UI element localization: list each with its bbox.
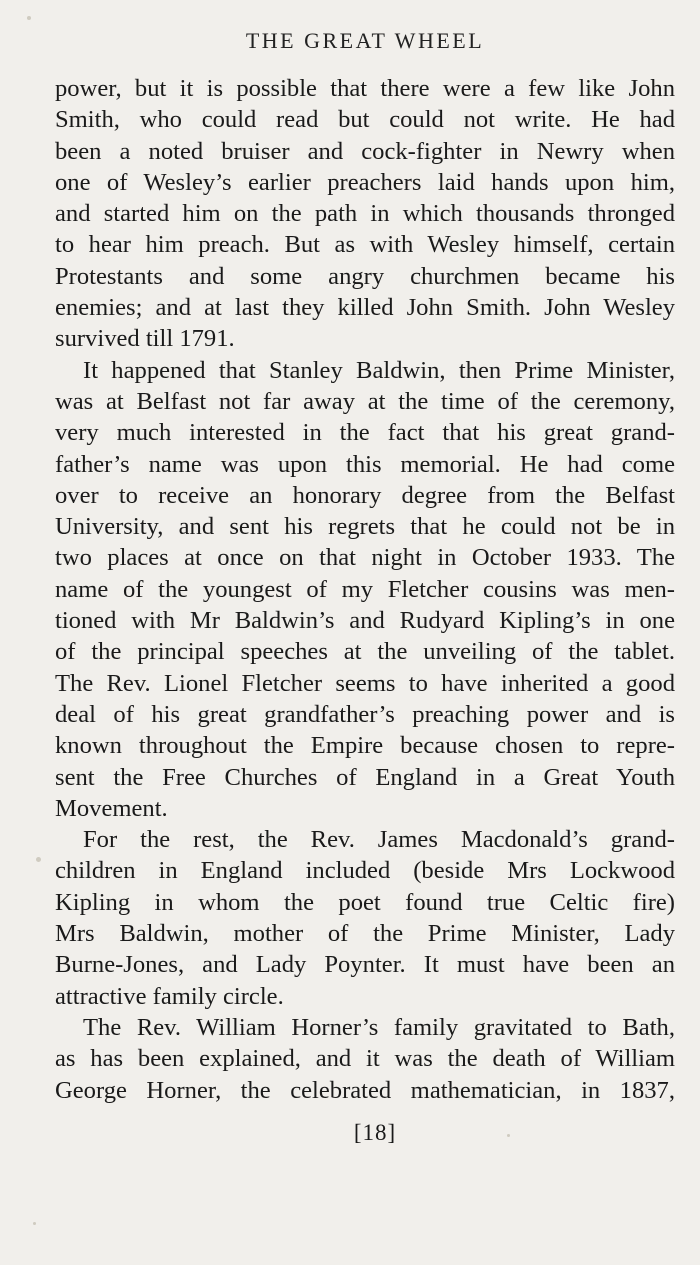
running-head: THE GREAT WHEEL	[245, 28, 485, 53]
text-line: one of Wesley’s earlier preachers laid hands upon him,	[55, 168, 675, 196]
text-line: to hear him preach. But as with Wesley himself, certain	[55, 231, 675, 259]
paragraph-start: For the rest, the Rev. James Macdonald’s grand-	[83, 826, 675, 854]
text-line: and started him on the path in which thousands thronged	[55, 200, 675, 228]
text-line: father’s name was upon this memorial. He had come	[55, 450, 675, 478]
text-line: George Horner, the celebrated mathematician, in 1837,	[55, 1076, 675, 1104]
text-line: survived till 1791.	[55, 325, 235, 353]
text-line: was at Belfast not far away at the time of the ceremony,	[55, 387, 675, 415]
text-line: been a noted bruiser and cock-fighter in Newry when	[55, 137, 675, 165]
text-line: very much interested in the fact that his great grand-	[55, 419, 675, 447]
text-line: Movement.	[55, 794, 168, 822]
text-line: Kipling in whom the poet found true Celtic fire)	[55, 888, 675, 916]
paper-speck	[36, 857, 41, 862]
text-line: name of the youngest of my Fletcher cousins was men-	[55, 575, 675, 603]
text-line: Burne-Jones, and Lady Poynter. It must have been an	[55, 951, 675, 979]
text-line: The Rev. Lionel Fletcher seems to have inherited a good	[55, 669, 675, 697]
paragraph-start: It happened that Stanley Baldwin, then Prime Minister,	[83, 356, 675, 384]
text-line: two places at once on that night in October 1933. The	[55, 544, 675, 572]
text-line: University, and sent his regrets that he could not be in	[55, 513, 675, 541]
text-line: power, but it is possible that there were a few like John	[55, 75, 675, 102]
text-line: enemies; and at last they killed John Smith. John Wesley	[55, 294, 675, 322]
text-line: Mrs Baldwin, mother of the Prime Minister, Lady	[55, 920, 675, 948]
paper-speck	[27, 16, 31, 20]
text-line: Smith, who could read but could not write. He had	[55, 106, 675, 134]
paragraph-start: The Rev. William Horner’s family gravitated to Bath,	[83, 1013, 675, 1041]
text-line: tioned with Mr Baldwin’s and Rudyard Kipling’s in one	[55, 607, 675, 635]
text-line: known throughout the Empire because chosen to repre-	[55, 732, 675, 760]
paper-speck	[33, 1222, 36, 1225]
body-text	[55, 73, 675, 1106]
text-line: as has been explained, and it was the death of William	[55, 1045, 675, 1073]
text-line: sent the Free Churches of England in a Great Youth	[55, 763, 675, 791]
page-number: [18]	[353, 1120, 397, 1145]
text-line: over to receive an honorary degree from the Belfast	[55, 481, 675, 509]
text-line: children in England included (beside Mrs Lockwood	[55, 857, 675, 885]
paper-speck	[507, 1134, 510, 1137]
text-line: deal of his great grandfather’s preaching power and is	[55, 700, 675, 728]
text-line: attractive family circle.	[55, 982, 284, 1010]
text-line: Protestants and some angry churchmen became his	[55, 262, 675, 290]
text-line: of the principal speeches at the unveiling of the tablet.	[55, 638, 675, 666]
